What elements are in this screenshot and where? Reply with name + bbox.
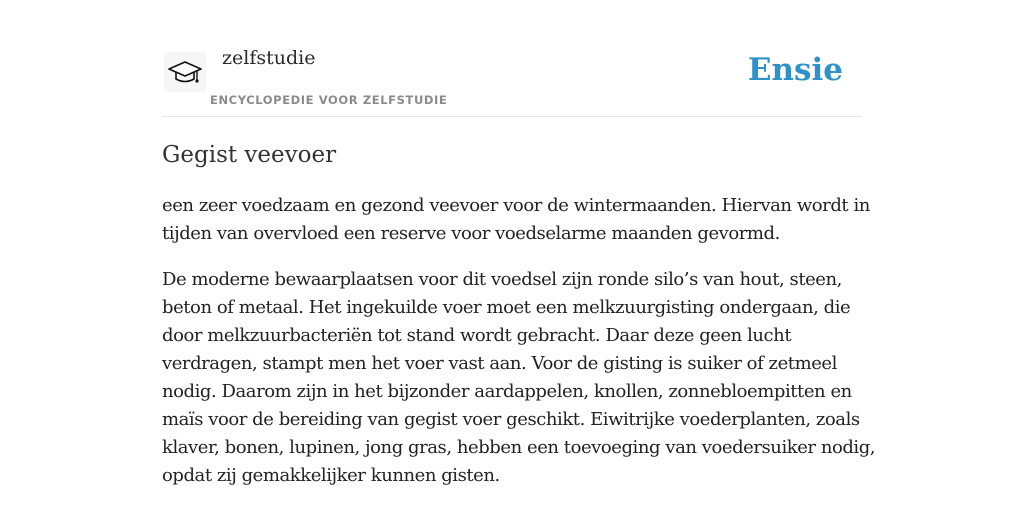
text-line: beton of metaal. Het ingekuilde voer moet een melkzuurgisting ondergaan, die xyxy=(162,297,851,318)
text-line: een zeer voedzaam en gezond veevoer voor de wintermaanden. Hiervan wordt in xyxy=(162,195,870,216)
brand-logo-link[interactable]: Ensie xyxy=(747,52,843,88)
site-logo-link[interactable] xyxy=(164,52,206,92)
article-title: Gegist veevoer xyxy=(162,142,337,168)
text-line: door melkzuurbacteriën tot stand wordt gebracht. Daar deze geen lucht xyxy=(162,325,792,346)
text-line: klaver, bonen, lupinen, jong gras, hebben een toevoeging van voedersuiker nodig, xyxy=(162,437,876,458)
site-header xyxy=(162,40,862,117)
text-line: nodig. Daarom zijn in het bijzonder aardappelen, knollen, zonnebloempitten en xyxy=(162,381,852,402)
article-paragraph xyxy=(162,266,876,490)
text-line: tijden van overvloed een reserve voor voedselarme maanden gevormd. xyxy=(162,223,780,244)
text-line: opdat zij gemakkelijker kunnen gisten. xyxy=(162,465,500,486)
text-line: verdragen, stampt men het voer vast aan. Voor de gisting is suiker of zetmeel xyxy=(162,353,837,374)
article-paragraph xyxy=(162,192,870,248)
text-line: De moderne bewaarplaatsen voor dit voedsel zijn ronde silo’s van hout, steen, xyxy=(162,269,842,290)
text-line: maïs voor de bereiding van gegist voer geschikt. Eiwitrijke voederplanten, zoals xyxy=(162,409,860,430)
site-tagline: ENCYCLOPEDIE VOOR ZELFSTUDIE xyxy=(210,93,448,107)
article-body xyxy=(162,192,876,508)
graduation-cap-icon xyxy=(168,58,202,86)
site-name-link[interactable]: zelfstudie xyxy=(222,47,316,69)
